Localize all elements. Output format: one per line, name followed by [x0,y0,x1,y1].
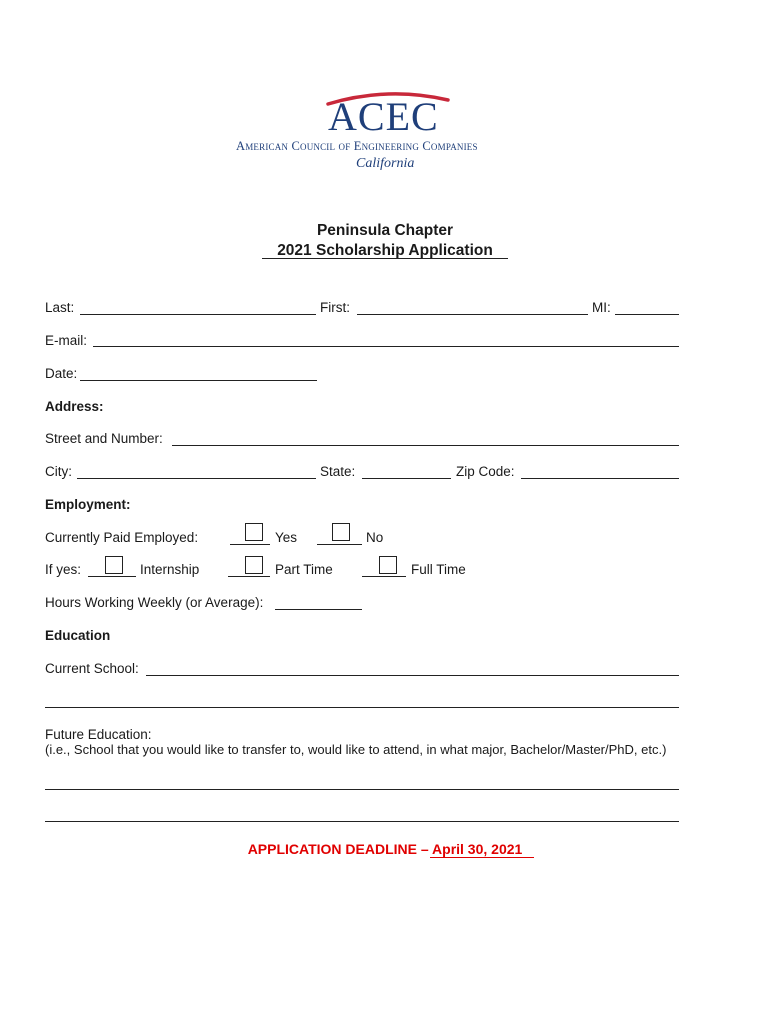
hours-input-line[interactable] [275,609,362,610]
full-time-underline [362,576,406,577]
education-heading: Education [45,628,111,643]
acec-logo [230,88,540,178]
deadline-underline [430,857,534,858]
current-school-label: Current School: [45,661,139,676]
yes-checkbox[interactable] [245,523,263,541]
logo-state: California [356,156,415,171]
yes-label: Yes [275,530,298,545]
street-input-line[interactable] [172,445,679,446]
part-time-label: Part Time [275,562,333,577]
current-school-input-line-2[interactable] [45,707,679,708]
date-input-line[interactable] [80,380,317,381]
email-label: E-mail: [45,333,88,348]
no-underline [317,544,362,545]
internship-label: Internship [140,562,200,577]
part-time-checkbox[interactable] [245,556,263,574]
city-label: City: [45,464,72,479]
employment-heading: Employment: [45,497,131,512]
yes-underline [230,544,270,545]
currently-employed-label: Currently Paid Employed: [45,530,199,545]
full-time-checkbox[interactable] [379,556,397,574]
mi-label: MI: [592,300,611,315]
internship-underline [88,576,136,577]
application-title: 2021 Scholarship Application [277,242,493,259]
address-heading: Address: [45,399,104,414]
future-education-input-line[interactable] [45,789,679,790]
last-label: Last: [45,300,75,315]
first-input-line[interactable] [357,314,588,315]
current-school-input-line[interactable] [146,675,679,676]
future-education-input-line-2[interactable] [45,821,679,822]
no-label: No [366,530,384,545]
hours-label: Hours Working Weekly (or Average): [45,595,264,610]
email-input-line[interactable] [93,346,679,347]
future-education-label: Future Education: [45,727,152,742]
title-underline [262,258,508,259]
mi-input-line[interactable] [615,314,679,315]
state-input-line[interactable] [362,478,451,479]
logo-acronym: ACEC [328,94,439,139]
state-label: State: [320,464,356,479]
no-checkbox[interactable] [332,523,350,541]
zip-input-line[interactable] [521,478,679,479]
future-education-hint: (i.e., School that you would like to transfer to, would like to attend, in what major, Bachelor/Master/PhD, etc.) [45,742,667,757]
street-label: Street and Number: [45,431,163,446]
first-label: First: [320,300,350,315]
date-label: Date: [45,366,78,381]
if-yes-label: If yes: [45,562,82,577]
chapter-title: Peninsula Chapter [316,222,454,239]
last-input-line[interactable] [80,314,316,315]
zip-label: Zip Code: [456,464,515,479]
application-deadline: APPLICATION DEADLINE – April 30, 2021 [247,841,523,857]
city-input-line[interactable] [77,478,316,479]
internship-checkbox[interactable] [105,556,123,574]
part-time-underline [228,576,270,577]
logo-full-name: American Council of Engineering Companies [236,139,478,153]
full-time-label: Full Time [411,562,466,577]
